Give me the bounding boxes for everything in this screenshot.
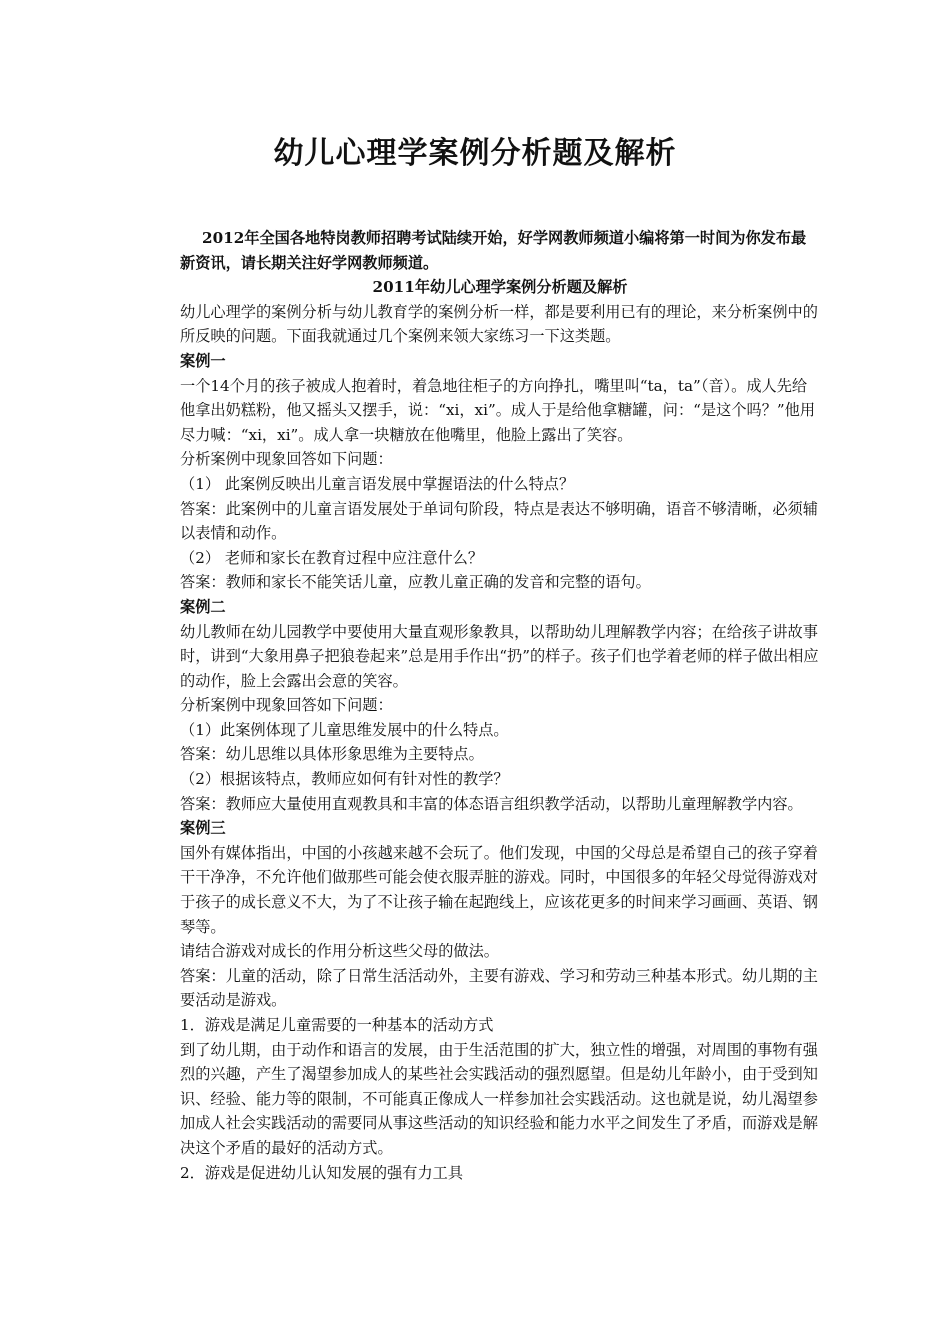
notice-paragraph: 2012年全国各地特岗教师招聘考试陆续开始，好学网教师频道小编将第一时间为你发布最新资讯，请长期关注好学网教师频道。 (180, 229, 807, 272)
case3-prompt: 请结合游戏对成长的作用分析这些父母的做法。 (180, 942, 499, 961)
case2-heading: 案例二 (180, 597, 226, 616)
case2-question-1: （1）此案例体现了儿童思维发展中的什么特点。 (180, 720, 509, 739)
case2-question-2: （2）根据该特点，教师应如何有针对性的教学？ (180, 770, 509, 789)
case3-point-1: 1．游戏是满足儿童需要的一种基本的活动方式 (180, 1016, 494, 1034)
case1-answer-2: 答案：教师和家长不能笑话儿童，应教儿童正确的发音和完整的语句。 (180, 573, 651, 592)
intro-paragraph: 幼儿心理学的案例分析与幼儿教育学的案例分析一样，都是要利用已有的理论，来分析案例中的所反映的问题。下面我就通过几个案例来领大家练习一下这类题。 (180, 302, 818, 346)
case1-question-2: （2） 老师和家长在教育过程中应注意什么？ (180, 548, 484, 567)
case3-answer: 答案：儿童的活动，除了日常生活活动外，主要有游戏、学习和劳动三种基本形式。幼儿期的主要活动是游戏。 (180, 966, 818, 1010)
case1-question-1: （1） 此案例反映出儿童言语发展中掌握语法的什么特点？ (180, 474, 575, 493)
case1-text: 一个14个月的孩子被成人抱着时，着急地往柜子的方向挣扎，嘴里叫“ta，ta”（音）。成人先给他拿出奶糕粉，他又摇头又摆手，说：“xi，xi”。成人于是给他拿糖罐，问：“是这个吗？”他用尽力喊：“xi，xi”。成人拿一块糖放在他嘴里，他脸上露出了笑容。 (180, 376, 816, 444)
case2-prompt: 分析案例中现象回答如下问题： (180, 696, 393, 715)
case3-text: 国外有媒体指出，中国的小孩越来越不会玩了。他们发现，中国的父母总是希望自己的孩子穿着干干净净，不允许他们做那些可能会使衣服弄脏的游戏。同时，中国很多的年轻父母觉得游戏对于孩子的成长意义不大，为了不让孩子输在起跑线上，应该花更多的时间来学习画画、英语、钢琴等。 (180, 843, 818, 936)
section-subtitle: 2011年幼儿心理学案例分析题及解析 (372, 278, 628, 297)
case3-point-1-text: 到了幼儿期，由于动作和语言的发展，由于生活范围的扩大，独立性的增强，对周围的事物有强烈的兴趣，产生了渴望参加成人的某些社会实践活动的强烈愿望。但是幼儿年龄小，由于受到知识、经验、能力等的限制，不可能真正像成人一样参加社会实践活动。这也就是说，幼儿渴望参加成人社会实践活动的需要同从事这些活动的知识经验和能力水平之间发生了矛盾，而游戏是解决这个矛盾的最好的活动方式。 (180, 1040, 818, 1157)
case1-answer-1: 答案：此案例中的儿童言语发展处于单词句阶段，特点是表达不够明确，语音不够清晰，必须辅以表情和动作。 (180, 499, 818, 543)
case1-prompt: 分析案例中现象回答如下问题： (180, 450, 393, 469)
case3-point-2: 2．游戏是促进幼儿认知发展的强有力工具 (180, 1163, 464, 1182)
case2-text: 幼儿教师在幼儿园教学中要使用大量直观形象教具，以帮助幼儿理解教学内容；在给孩子讲故事时，讲到“大象用鼻子把狼卷起来”总是用手作出“扔”的样子。孩子们也学着老师的样子做出相应的动作，脸上会露出会意的笑容。 (180, 622, 819, 690)
case1-heading: 案例一 (180, 351, 226, 370)
page-title: 幼儿心理学案例分析题及解析 (273, 136, 677, 171)
case2-answer-1: 答案：幼儿思维以具体形象思维为主要特点。 (180, 745, 484, 764)
document-body (180, 226, 820, 1185)
case3-heading: 案例三 (180, 819, 226, 838)
case2-answer-2: 答案：教师应大量使用直观教具和丰富的体态语言组织教学活动，以帮助儿童理解教学内容。 (180, 794, 803, 813)
